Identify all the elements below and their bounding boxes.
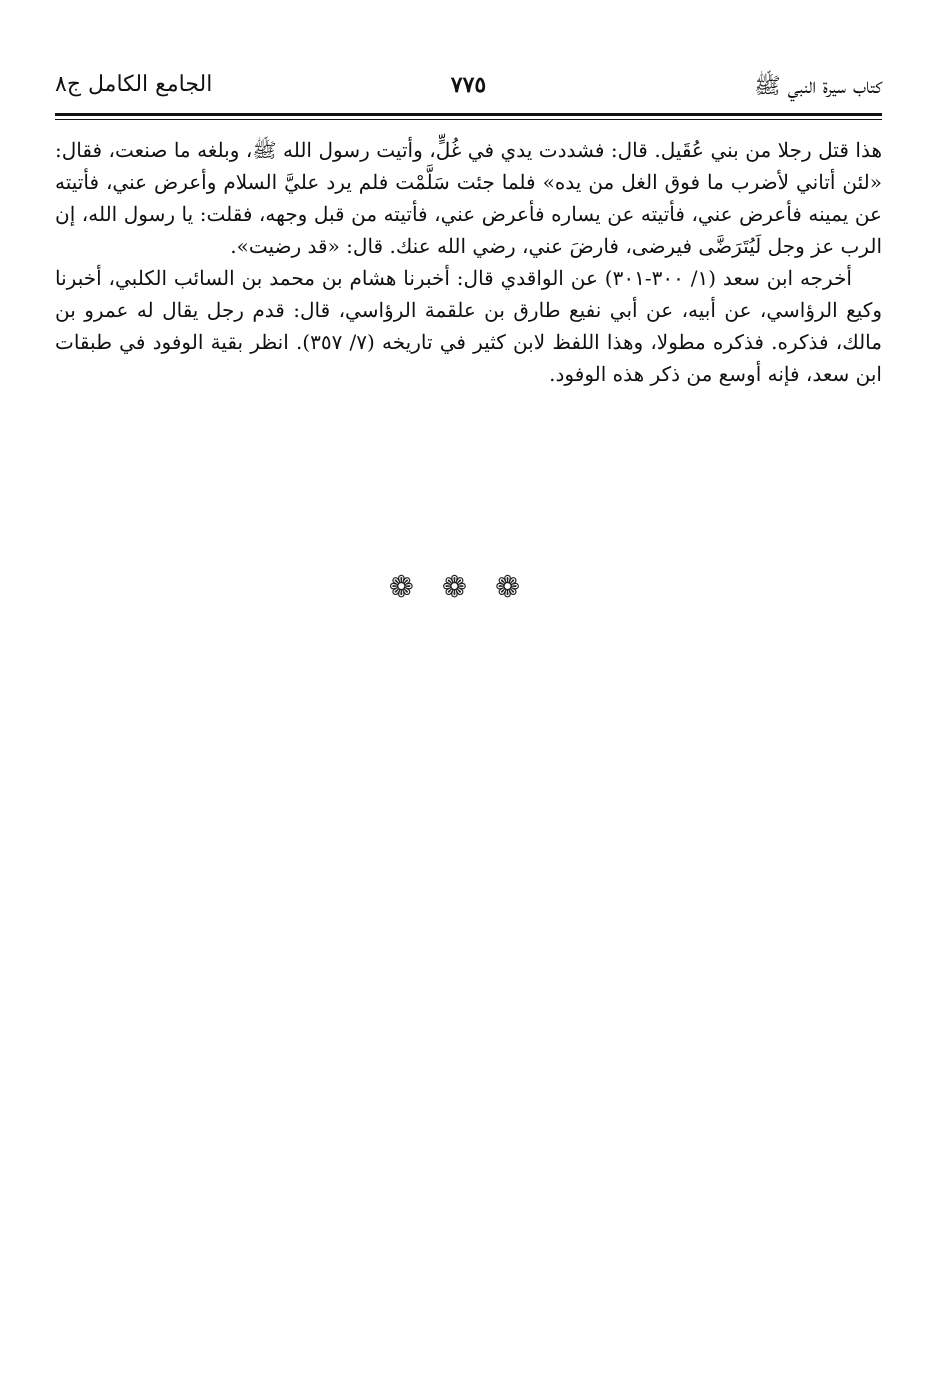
header-rule-thick: [55, 113, 882, 116]
page-header: [55, 72, 882, 108]
page-number: ٧٧٥: [450, 72, 487, 98]
paragraph-1: هذا قتل رجلا من بني عُقَيل. قال: فشددت يدي في غُلٍّ، وأتيت رسول الله ﷺ، وبلغه ما صنعت، فقال: «لئن أتاني لأضرب ما فوق الغل من يده» فلما جئت سَلَّمْت فلم يرد عليَّ السلام وأعرض عني، فأتيته عن يمينه فأعرض عني، فأتيته عن يساره فأعرض عني، فأتيته من قبل وجهه، فقلت: يا رسول الله، إن الرب عز وجل لَيُتَرَضَّى فيرضى، فارضَ عني، رضي الله عنك. قال: «قد رضيت».: [55, 138, 882, 258]
section-end-ornaments: ❁❁❁: [388, 570, 549, 605]
header-rule-thin: [55, 119, 882, 120]
running-head-collection-title: الجامع الكامل ج٨: [55, 72, 213, 97]
body-text: [55, 134, 882, 390]
paragraph-2: أخرجه ابن سعد (١/ ٣٠٠-٣٠١) عن الواقدي قال: أخبرنا هشام بن محمد بن السائب الكلبي، أخبرنا وكيع الرؤاسي، عن أبيه، عن أبي نفيع طارق بن علقمة الرؤاسي، قال: قدم رجل يقال له عمرو بن مالك، فذكره. فذكره مطولا، وهذا اللفظ لابن كثير في تاريخه (٧/ ٣٥٧). انظر بقية الوفود في طبقات ابن سعد، فإنه أوسع من ذكر هذه الوفود.: [55, 266, 882, 386]
running-head-book-title: كتاب سيرة النبي ﷺ: [754, 74, 882, 99]
